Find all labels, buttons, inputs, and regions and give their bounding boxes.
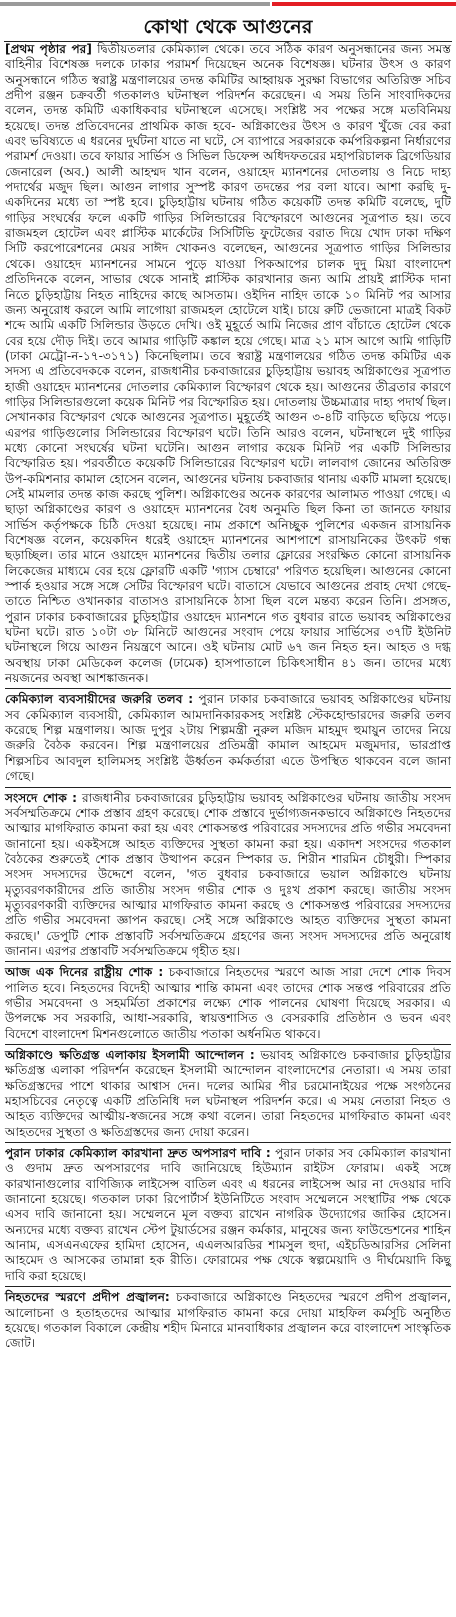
subhead: আজ এক দিনের রাষ্ট্রীয় শোক : bbox=[5, 965, 164, 980]
top-accent-red bbox=[272, 2, 456, 6]
divider bbox=[5, 961, 451, 962]
article-body bbox=[5, 42, 451, 1353]
paragraph-5: অগ্নিকাণ্ডে ক্ষতিগ্রস্ত এলাকায় ইসলামী আন্দোলন : ভয়াবহ অগ্নিকাণ্ডে চকবাজার চুড়িহাট্টার ক্ষতিগ্রস্ত এলাকা পরিদর্শন করেছেন ইসলামী আন্দোলন বাংলাদেশের নেতারা। এ সময় তারা ক্ষতিগ্রস্তদের পাশে থাকার আশ্বাস দেন। দলের আমির পীর চরমোনাইয়ের পক্ষে সংগঠনের মহাসচিবের নেতৃত্বে একটি প্রতিনিধি দল ঘটনাস্থল পরিদর্শন করে। এ সময় নেতারা নিহত ও আহত ব্যক্তিদের আত্মীয়-স্বজনের সঙ্গে কথা বলেন। তারা নিহতদের মাগফিরাত কামনা এবং আহতদের সুস্থতা ও ক্ষতিগ্রস্তদের জন্য দোয়া করেন। bbox=[5, 1048, 451, 1139]
paragraph-1 bbox=[5, 42, 451, 686]
divider bbox=[5, 787, 451, 788]
paragraph-4: আজ এক দিনের রাষ্ট্রীয় শোক : চকবাজারে নিহতদের স্মরণে আজ সারা দেশে শোক দিবস পালিত হবে। নিহতদের বিদেহী আত্মার শান্তি কামনা এবং তাদের শোক সন্তপ্ত পরিবারের প্রতি গভীর সমবেদনা ও সহমর্মিতা প্রকাশের লক্ষ্যে শোক পালনের ঘোষণা দিয়েছে সরকার। এ উপলক্ষে সব সরকারি, আধা-সরকারি, স্বায়ত্তশাসিত ও বেসরকারি প্রতিষ্ঠান ও ভবন এবং বিদেশে বাংলাদেশ মিশনগুলোতে জাতীয় পতাকা অর্ধনমিত থাকবে। bbox=[5, 965, 451, 1041]
lead-label: [প্রথম পৃষ্ঠার পর] bbox=[5, 42, 92, 56]
headline: কোথা থেকে আগুনের bbox=[143, 16, 313, 38]
paragraph-2: কেমিক্যাল ব্যবসায়ীদের জরুরি তলব : পুরান ঢাকার চকবাজারে ভয়াবহ অগ্নিকাণ্ডের ঘটনায় সব কেমিক্যাল ব্যবসায়ী, কেমিক্যাল আমদানিকারকসহ সংশ্লিষ্ট স্টেকহোল্ডারদের জরুরি তলব করেছে শিল্প মন্ত্রণালয়। আজ দুপুর ২টায় শিল্পমন্ত্রী নুরুল মজিদ মাহমুদ হুমায়ুন তাদের নিয়ে জরুরি বৈঠক করবেন। শিল্প মন্ত্রণালয়ের প্রতিমন্ত্রী কামাল আহমেদ মজুমদার, ভারপ্রাপ্ত শিল্পসচিব আবদুল হালিমসহ সংশ্লিষ্ট ঊর্ধ্বতন কর্মকর্তারা এতে উপস্থিত থাকবেন বলে জানা গেছে। bbox=[5, 692, 451, 784]
subhead: কেমিক্যাল ব্যবসায়ীদের জরুরি তলব : bbox=[5, 692, 194, 707]
divider bbox=[5, 1044, 451, 1045]
subhead: নিহতদের স্মরণে প্রদীপ প্রজ্বালন: bbox=[5, 1290, 170, 1305]
subhead: অগ্নিকাণ্ডে ক্ষতিগ্রস্ত এলাকায় ইসলামী আন্দোলন : bbox=[5, 1048, 255, 1062]
paragraph-6: পুরান ঢাকার কেমিক্যাল কারখানা দ্রুত অপসারণ দাবি : পুরান ঢাকার সব কেমিক্যাল কারখানা ও গুদাম দ্রুত অপসারণের দাবি জানিয়েছে হিউম্যান রাইটস ফোরাম। একই সঙ্গে কারখানাগুলোর বাণিজ্যিক লাইসেন্স বাতিল এবং এ ধরনের লাইসেন্স আর না দেওয়ার দাবি জানানো হয়েছে। গতকাল ঢাকা রিপোর্টার্স ইউনিটিতে সংবাদ সম্মেলনে সংস্থাটির পক্ষ থেকে এসব দাবি জানানো হয়। সম্মেলনে মূল বক্তব্য রাখেন নাগরিক উদ্যোগের জাকির হোসেন। অন্যদের মধ্যে বক্তব্য রাখেন স্টেপ টুয়ার্ডসের রঞ্জন কর্মকার, মানুষের জন্য ফাউন্ডেশনের শাহিন আনাম, এসএনএফের হামিদা হোসেন, এএলআরডির শামসুল হুদা, এইচডিআরসির সেলিনা আহমেদ ও আসকের তামান্না হক রীতি। ফোরামের পক্ষ থেকে স্বল্পমেয়াদি ও দীর্ঘমেয়াদি কিছু দাবি করা হয়েছে। bbox=[5, 1146, 451, 1283]
divider bbox=[5, 688, 451, 689]
divider bbox=[5, 1286, 451, 1287]
top-accent-bar bbox=[0, 0, 456, 10]
subhead: সংসদে শোক : bbox=[5, 790, 77, 805]
paragraph-3: সংসদে শোক : রাজধানীর চকবাজারের চুড়িহাট্টায় ভয়াবহ অগ্নিকাণ্ডের ঘটনায় জাতীয় সংসদ সর্বসম্মতিক্রমে শোক প্রস্তাব গ্রহণ করেছে। শোক প্রস্তাবে দুর্ভাগ্যজনকভাবে অগ্নিকাণ্ডে নিহতদের আত্মার মাগফিরাত কামনা করা হয় এবং শোকসন্তপ্ত পরিবারের সদস্যদের প্রতি গভীর সমবেদনা জানানো হয়। একইসঙ্গে আহত ব্যক্তিদের সুস্থতা কামনা করা হয়। একাদশ সংসদের গতকাল বৈঠকের শুরুতেই শোক প্রস্তাব উত্থাপন করেন স্পিকার ড. শিরীন শারমিন চৌধুরী। স্পিকার সংসদ সদস্যদের উদ্দেশে বলেন, 'গত বুধবার চকবাজারে ভয়াল অগ্নিকাণ্ডে ঘটনায় মৃত্যুবরণকারীদের প্রতি জাতীয় সংসদ গভীর শোক ও দুঃখ প্রকাশ করছে। জাতীয় সংসদ মৃত্যুবরণকারী ব্যক্তিদের আত্মার মাগফিরাত কামনা করছে ও শোকসন্তপ্ত পরিবারের সদস্যদের প্রতি গভীর সমবেদনা জ্ঞাপন করছে। সেই সঙ্গে অগ্নিকাণ্ডে আহত ব্যক্তিদের সুস্থতা কামনা করছে।' ডেপুটি শোক প্রস্তাবটি সর্বসম্মতিক্রমে গ্রহণের জন্য সংসদ সদস্যদের প্রতি অনুরোধ জানান। এরপর প্রস্তাবটি সর্বসম্মতিক্রমে গৃহীত হয়। bbox=[5, 790, 451, 958]
paragraph-1-text: দ্বিতীয়তলার কেমিক্যাল থেকে। তবে সঠিক কারণ অনুসন্ধানের জন্য সমস্ত বাহিনীর বিশেষজ্ঞ দলকে ঢাকার পরামর্শ দিয়েছেন অনেক বিশেষজ্ঞ। ঘটনার উৎস ও কারণ অনুসন্ধানে গঠিত স্বরাষ্ট্র মন্ত্রণালয়ের তদন্ত কমিটির আহ্বায়ক সুরক্ষা বিভাগের অতিরিক্ত সচিব প্রদীপ রঞ্জন চক্রবর্তী গতকালও ঘটনাস্থল পরিদর্শন করেছেন। এ সময় তিনি সাংবাদিকদের বলেন, তদন্ত কমিটি একাধিকবার ঘটনাস্থলে এসেছে। সংশ্লিষ্ট সব পক্ষের সঙ্গে মতবিনিময় হয়েছে। তদন্ত প্রতিবেদনের প্রাথমিক কাজ হবে- অগ্নিকাণ্ডের উৎস ও কারণ খুঁজে বের করা এবং ভবিষ্যতে এ ধরনের দুর্ঘটনা যাতে না ঘটে, সে ব্যাপারে সরকারকে কর্মপরিকল্পনা নির্ধারণের পরামর্শ দেওয়া। তবে ফায়ার সার্ভিস ও সিভিল ডিফেন্স অধিদফতরের মহাপরিচালক ব্রিগেডিয়ার জেনারেল (অব.) আলী আহম্মদ খান বলেন, ওয়াহেদ ম্যানশনের দোতলায় ও নিচে দাহ্য পদার্থের মজুদ ছিল। আগুন লাগার সুস্পষ্ট কারণ তদন্তের পর বলা যাবে। আশা করছি দু-একদিনের মধ্যে তা স্পষ্ট হবে। চুড়িহাট্টায় ঘটনায় গঠিত কয়েকটি তদন্ত কমিটি বলেছে, দুটি গাড়ির সংঘর্ষের ফলে একটি গাড়ির সিলিন্ডারের বিস্ফোরণে আগুনের সূত্রপাত হয়। তবে রাজমহল হোটেল এবং প্লাস্টিক মার্কেটের সিসিটিভি ফুটেজের বরাত দিয়ে খোদ ঢাকা দক্ষিণ সিটি করপোরেশনের মেয়র সাঈদ খোকনও বলেছেন, আগুনের সূত্রপাত গাড়ির সিলিন্ডার থেকে। ওয়াহেদ ম্যানশনের সামনে পুড়ে যাওয়া পিকআপের চালক দুদু মিয়া বাংলাদেশ প্রতিদিনকে বলেন, সাভার থেকে সানাই প্লাস্টিক কারখানার জন্য আমি প্রায়ই প্লাস্টিক দানা নিতে চুড়িহাট্টায় নিহত নাহিদের কাছে আসতাম। ওইদিন নাহিদ তাকে ১০ মিনিট পর আসার জন্য অনুরোধ করলে আমি লাগোয়া রাজমহল হোটেলে যাই। চায়ে রুটি ভেজানো মাত্রই বিকট শব্দে আমি একটি সিলিন্ডার উড়তে দেখি। ওই মুহূর্তে আমি নিজের প্রাণ বাঁচাতে হোটেল থেকে বের হয়ে দৌড় দিই। তবে আমার গাড়িটি কঙ্কাল হয়ে গেছে। মাত্র ২১ মাস আগে আমি গাড়িটি (ঢাকা মেট্রো-ন-১৭-৩১৭১) কিনেছিলাম। তবে স্বরাষ্ট্র মন্ত্রণালয়ের গঠিত তদন্ত কমিটির এক সদস্য এ প্রতিবেদককে বলেন, রাজধানীর চকবাজারের চুড়িহাট্টায় ভয়াবহ অগ্নিকাণ্ডের সূত্রপাত হাজী ওয়াহেদ ম্যানশনের দোতলার কেমিক্যাল বিস্ফোরণ থেকে হয়। আগুনের তীব্রতার কারণে গাড়ির সিলিন্ডারগুলো কয়েক মিনিট পর বিস্ফোরিত হয়। দোতলায় উচ্চমাত্রার দাহ্য পদার্থ ছিল। সেখানকার বিস্ফোরণ থেকে আগুনের সূত্রপাত। মুহূর্তেই আগুন ৩-৪টি বাড়িতে ছড়িয়ে পড়ে। এরপর গাড়িগুলোর সিলিন্ডারের বিস্ফোরণ ঘটে। তিনি আরও বলেন, ঘটনাস্থলে দুই গাড়ির মধ্যে কোনো সংঘর্ষের ঘটনা ঘটেনি। আগুন লাগার কয়েক মিনিট পর একটি সিলিন্ডার বিস্ফোরিত হয়। পরবর্তীতে কয়েকটি সিলিন্ডারের বিস্ফোরণ ঘটে। লালবাগ জোনের অতিরিক্ত উপ-কমিশনার কামাল হোসেন বলেন, আগুনের ঘটনায় চকবাজার থানায় একটি মামলা হয়েছে। সেই মামলার তদন্ত কাজ করছে পুলিশ। অগ্নিকাণ্ডের অনেক কারণের আলামত পাওয়া গেছে। এ ছাড়া অগ্নিকাণ্ডের কারণ ও ওয়াহেদ ম্যানশনের বৈধ অনুমতি ছিল কিনা তা জানতে ফায়ার সার্ভিস কর্তৃপক্ষকে চিঠি দেওয়া হয়েছে। নাম প্রকাশে অনিচ্ছুক পুলিশের একজন রাসায়নিক বিশেষজ্ঞ বলেন, কয়েকদিন ধরেই ওয়াহেদ ম্যানশনের আশপাশে রাসায়নিকের উৎকট গন্ধ ছড়াচ্ছিল। তার মানে ওয়াহেদ ম্যানশনের দ্বিতীয় তলার ফ্লোরের সংরক্ষিত কোনো রাসায়নিক লিকেজের মাধ্যমে বের হয়ে ফ্লোরটি একটি 'গ্যাস চেম্বারে' পরিণত হয়েছিল। আগুনের কোনো স্পার্ক হওয়ার সঙ্গে সঙ্গে সেটির বিস্ফোরণ ঘটে। বাতাসে যেভাবে আগুনের প্রবাহ দেখা গেছে- তাতে নিশ্চিত ওখানকার বাতাসও রাসায়নিকে ঠাসা ছিল বলে মন্তব্য করেন তিনি। প্রসঙ্গত, পুরান ঢাকার চকবাজারের চুড়িহাট্টার ওয়াহেদ ম্যানশনে গত বুধবার রাতে ভয়াবহ অগ্নিকাণ্ডের ঘটনা ঘটে। রাত ১০টা ৩৮ মিনিটে আগুনের সংবাদ পেয়ে ফায়ার সার্ভিসের ৩৭টি ইউনিট ঘটনাস্থলে গিয়ে আগুন নিয়ন্ত্রণে আনে। ওই ঘটনায় মোট ৬৭ জন নিহত হন। আহত ও দগ্ধ অবস্থায় ঢাকা মেডিকেল কলেজ (ঢামেক) হাসপাতালে চিকিৎসাধীন ৪১ জন। তাদের মধ্যে নয়জনের অবস্থা আশঙ্কাজনক। bbox=[5, 42, 451, 686]
top-accent-gray bbox=[0, 2, 270, 6]
paragraph-7: নিহতদের স্মরণে প্রদীপ প্রজ্বালন: চকবাজারে অগ্নিকাণ্ডে নিহতদের স্মরণে প্রদীপ প্রজ্বালন, আলোচনা ও হতাহতদের আত্মার মাগফিরাত কামনা করে দোয়া মাহফিল কর্মসূচি অনুষ্ঠিত হয়েছে। গতকাল বিকালে কেন্দ্রীয় শহীদ মিনারে মানবাধিকার প্রজ্বালন করে বাংলাদেশ সাংস্কৃতিক জোট। bbox=[5, 1290, 451, 1351]
divider bbox=[5, 1142, 451, 1143]
subhead: পুরান ঢাকার কেমিক্যাল কারখানা দ্রুত অপসারণ দাবি : bbox=[5, 1146, 271, 1161]
